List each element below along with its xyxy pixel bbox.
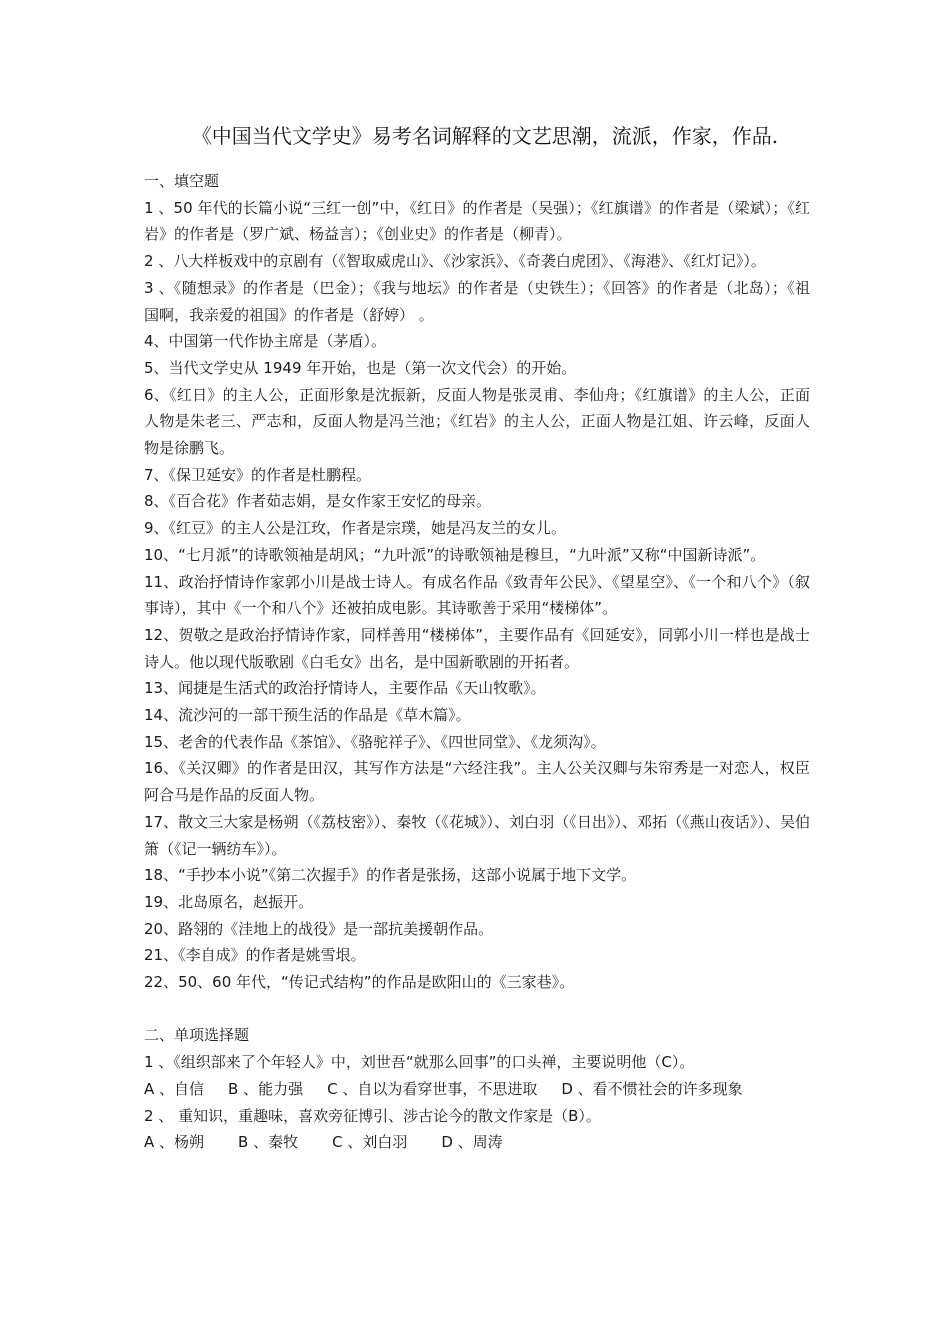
list-item: 10、“七月派”的诗歌领袖是胡风；“九叶派”的诗歌领袖是穆旦，“九叶派”又称“中国新诗派”。 — [144, 545, 766, 564]
section-fill-in-blank — [144, 168, 810, 996]
question-stem: 2 、 重知识，重趣味，喜欢旁征博引、涉古论今的散文作家是（B）。 — [144, 1106, 601, 1125]
list-item: 7、《保卫延安》的作者是杜鹏程。 — [144, 465, 372, 484]
option-a: A 、杨朔 — [144, 1133, 205, 1152]
section-heading: 二、单项选择题 — [144, 1026, 250, 1045]
list-item: 2 、八大样板戏中的京剧有（《智取威虎山》、《沙家浜》、《奇袭白虎团》、《海港》、《红灯记》）。 — [144, 252, 766, 271]
option-b: B 、能力强 — [228, 1079, 304, 1098]
question-stem: 1 、《组织部来了个年轻人》中，刘世吾“就那么回事”的口头禅，主要说明他（C）。 — [144, 1053, 695, 1072]
list-item: 13、闻捷是生活式的政治抒情诗人，主要作品《天山牧歌》。 — [144, 679, 546, 698]
list-item: 5、当代文学史从 1949 年开始，也是（第一次文代会）的开始。 — [144, 358, 577, 377]
section-multiple-choice — [144, 1022, 810, 1156]
list-item: 9、《红豆》的主人公是江玫，作者是宗璞，她是冯友兰的女儿。 — [144, 519, 567, 538]
list-item: 22、50、60 年代，“传记式结构”的作品是欧阳山的《三家巷》。 — [144, 973, 575, 992]
section-heading: 一、填空题 — [144, 172, 220, 190]
page-title: 《中国当代文学史》易考名词解释的文艺思潮，流派，作家，作品. — [191, 124, 779, 148]
question-options — [144, 1076, 810, 1103]
list-item: 15、老舍的代表作品《茶馆》、《骆驼祥子》、《四世同堂》、《龙须沟》。 — [144, 732, 606, 751]
list-item: 14、流沙河的一部干预生活的作品是《草木篇》。 — [144, 706, 471, 725]
list-item: 16、《关汉卿》的作者是田汉，其写作方法是“六经注我”。主人公关汉卿与朱帘秀是一对恋人，权臣阿合马是作品的反面人物。 — [144, 759, 810, 805]
document-body — [144, 168, 810, 1156]
option-d: D 、看不惯社会的许多现象 — [561, 1079, 743, 1098]
option-c: C 、自以为看穿世事，不思进取 — [327, 1079, 538, 1098]
list-item: 8、《百合花》作者茹志娟，是女作家王安忆的母亲。 — [144, 492, 492, 511]
list-item: 21、《李自成》的作者是姚雪垠。 — [144, 946, 366, 965]
list-item: 19、北岛原名，赵振开。 — [144, 892, 314, 911]
option-a: A 、自信 — [144, 1079, 205, 1098]
question-options — [144, 1129, 810, 1156]
list-item: 20、路翎的《洼地上的战役》是一部抗美援朝作品。 — [144, 919, 494, 938]
list-item: 18、“手抄本小说”《第二次握手》的作者是张扬，这部小说属于地下文学。 — [144, 866, 637, 885]
list-item: 6、《红日》的主人公，正面形象是沈振新，反面人物是张灵甫、李仙舟；《红旗谱》的主人公，正面人物是朱老三、严志和，反面人物是冯兰池；《红岩》的主人公，正面人物是江姐、许云峰，反面人物是徐鹏飞。 — [144, 385, 810, 458]
list-item: 17、散文三大家是杨朔（《荔枝密》）、秦牧（《花城》）、刘白羽（《日出》）、邓拓（《燕山夜话》）、吴伯箫（《记一辆纺车》）。 — [144, 812, 810, 858]
list-item: 1 、50 年代的长篇小说“三红一创”中，《红日》的作者是（吴强）；《红旗谱》的作者是（梁斌）；《红岩》的作者是（罗广斌、杨益言）；《创业史》的作者是（柳青）。 — [144, 198, 810, 244]
section-spacer — [144, 996, 810, 1023]
list-item: 11、政治抒情诗作家郭小川是战士诗人。有成名作品《致青年公民》、《望星空》、《一个和八个》（叙事诗），其中《一个和八个》还被拍成电影。其诗歌善于采用“楼梯体”。 — [144, 572, 810, 618]
option-d: D 、周涛 — [441, 1133, 503, 1152]
list-item: 12、贺敬之是政治抒情诗作家，同样善用“楼梯体”，主要作品有《回延安》，同郭小川一样也是战士诗人。他以现代版歌剧《白毛女》出名，是中国新歌剧的开拓者。 — [144, 625, 810, 671]
list-item: 4、中国第一代作协主席是（茅盾）。 — [144, 332, 387, 351]
list-item: 3 、《随想录》的作者是（巴金）；《我与地坛》的作者是（史铁生）；《回答》的作者是（北岛）；《祖国啊，我亲爱的祖国》的作者是（舒婷） 。 — [144, 278, 810, 324]
option-b: B 、秦牧 — [238, 1133, 299, 1152]
option-c: C 、刘白羽 — [332, 1133, 408, 1152]
